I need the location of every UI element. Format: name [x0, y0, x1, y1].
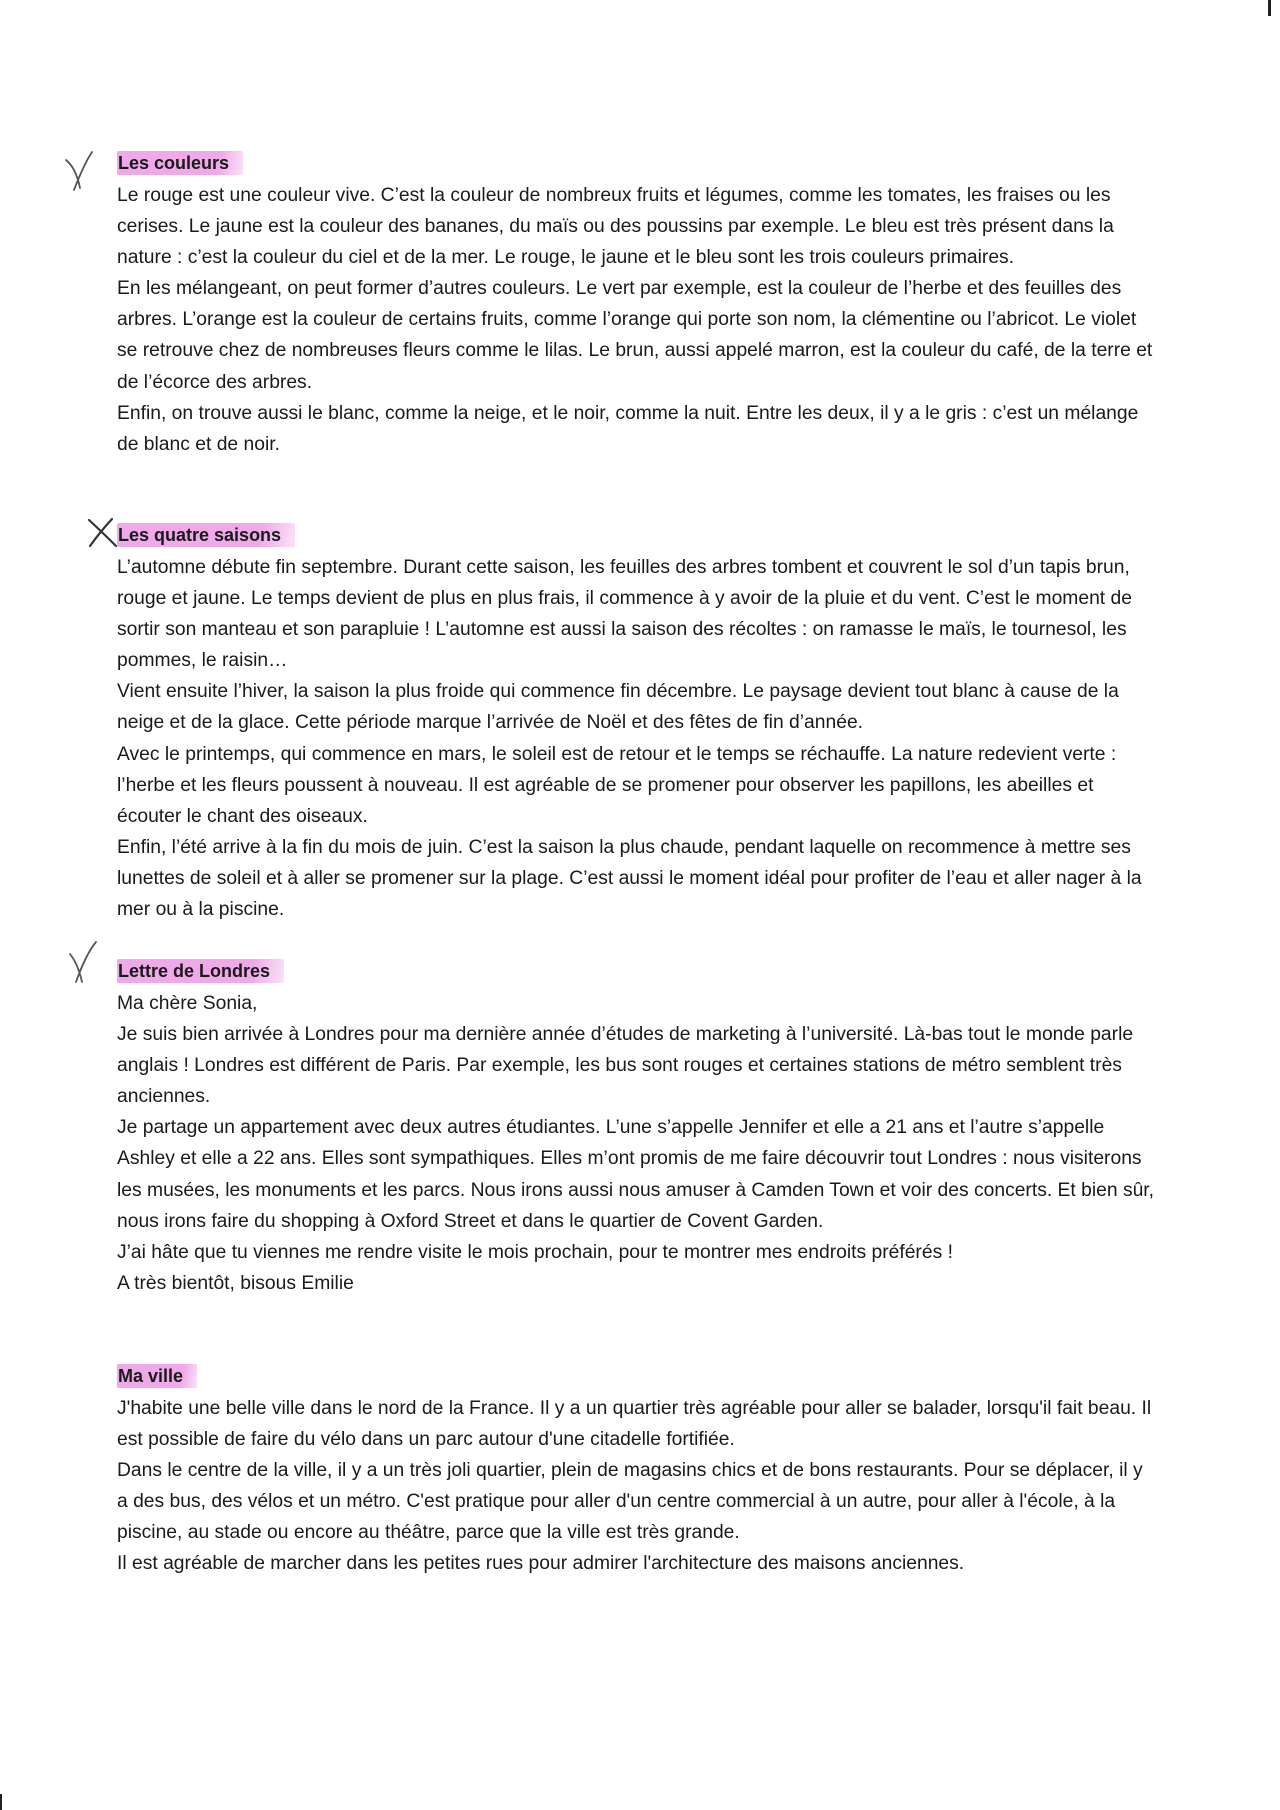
paragraph: L’automne débute fin septembre. Durant cette saison, les feuilles des arbres tombent et couvrent le sol d’un tapis brun, rouge et jaune. Le temps devient de plus en plus frais, il commence à y avoir de la pluie et du vent. C’est le moment de sortir son manteau et son parapluie ! L’automne est aussi la saison des récoltes : on ramasse le maïs, le tournesol, les pommes, le raisin…	[117, 557, 1132, 672]
paragraph: Enfin, l’été arrive à la fin du mois de juin. C’est la saison la plus chaude, pendant laquelle on recommence à mettre ses lunettes de soleil et à aller se promener sur la plage. C’est aussi le moment idéal pour profiter de l’eau et aller nager à la mer ou à la piscine.	[117, 836, 1142, 921]
section-les-couleurs	[117, 151, 1157, 460]
paragraph: Je partage un appartement avec deux autres étudiantes. L’une s’appelle Jennifer et elle a 21 ans et l’autre s’appelle Ashley et elle a 22 ans. Elles sont sympathiques. Elles m’ont promis de me faire découvrir tout Londres : nous visiterons les musées, les monuments et les parcs. Nous irons aussi nous amuser à Camden Town et voir des concerts. Et bien sûr, nous irons faire du shopping à Oxford Street et dans le quartier de Covent Garden.	[117, 1117, 1155, 1232]
section-ma-ville	[117, 1364, 1157, 1580]
paragraph: J'habite une belle ville dans le nord de la France. Il y a un quartier très agréable pour aller se balader, lorsqu'il fait beau. Il est possible de faire du vélo dans un parc autour d'une citadelle fortifiée.	[117, 1398, 1152, 1451]
scan-edge-mark	[0, 1794, 2, 1810]
paragraph: J’ai hâte que tu viennes me rendre visite le mois prochain, pour te montrer mes endroits préférés !	[117, 1241, 953, 1263]
section-title: Ma ville	[117, 1364, 197, 1388]
paragraph: Enfin, on trouve aussi le blanc, comme la neige, et le noir, comme la nuit. Entre les deux, il y a le gris : c’est un mélange de blanc et de noir.	[117, 402, 1139, 455]
paragraph: A très bientôt, bisous Emilie	[117, 1272, 354, 1294]
paragraph: En les mélangeant, on peut former d’autres couleurs. Le vert par exemple, est la couleur de l’herbe et des feuilles des arbres. L’orange est la couleur de certains fruits, comme l’orange qui porte son nom, la clémentine ou l’abricot. Le violet se retrouve chez de nombreuses fleurs comme le lilas. Le brun, aussi appelé marron, est la couleur du café, de la terre et de l’écorce des arbres.	[117, 278, 1153, 393]
paragraph: Je suis bien arrivée à Londres pour ma dernière année d’études de marketing à l’université. Là-bas tout le monde parle anglais ! Londres est différent de Paris. Par exemple, les bus sont rouges et certaines stations de métro semblent très anciennes.	[117, 1024, 1134, 1108]
paragraph: Le rouge est une couleur vive. C’est la couleur de nombreux fruits et légumes, comme les tomates, les fraises ou les cerises. Le jaune est la couleur des bananes, du maïs ou des poussins par exemple. Le bleu est très présent dans la nature : c’est la couleur du ciel et de la mer. Le rouge, le jaune et le bleu sont les trois couleurs primaires.	[117, 185, 1114, 269]
section-title: Les quatre saisons	[117, 523, 295, 547]
section-title: Les couleurs	[117, 151, 243, 175]
handwritten-cross-icon	[86, 516, 120, 550]
handwritten-cross-icon	[64, 940, 104, 984]
section-title: Lettre de Londres	[117, 959, 284, 983]
section-les-quatre-saisons	[117, 523, 1157, 925]
handwritten-cross-icon	[62, 150, 102, 194]
section-lettre-de-londres	[117, 959, 1157, 1299]
paragraph: Il est agréable de marcher dans les petites rues pour admirer l'architecture des maisons anciennes.	[117, 1553, 965, 1575]
paragraph: Dans le centre de la ville, il y a un très joli quartier, plein de magasins chics et de bons restaurants. Pour se déplacer, il y a des bus, des vélos et un métro. C'est pratique pour aller d'un centre commercial à un autre, pour aller à l'école, à la piscine, au stade ou encore au théâtre, parce que la ville est très grande.	[117, 1460, 1143, 1544]
paragraph: Avec le printemps, qui commence en mars, le soleil est de retour et le temps se réchauffe. La nature redevient verte : l’herbe et les fleurs poussent à nouveau. Il est agréable de se promener pour observer les papillons, les abeilles et écouter le chant des oiseaux.	[117, 743, 1117, 827]
scan-edge-mark	[1268, 0, 1271, 16]
paragraph: Vient ensuite l’hiver, la saison la plus froide qui commence fin décembre. Le paysage devient tout blanc à cause de la neige et de la glace. Cette période marque l’arrivée de Noël et des fêtes de fin d’année.	[117, 681, 1119, 734]
paragraph: Ma chère Sonia,	[117, 993, 258, 1014]
